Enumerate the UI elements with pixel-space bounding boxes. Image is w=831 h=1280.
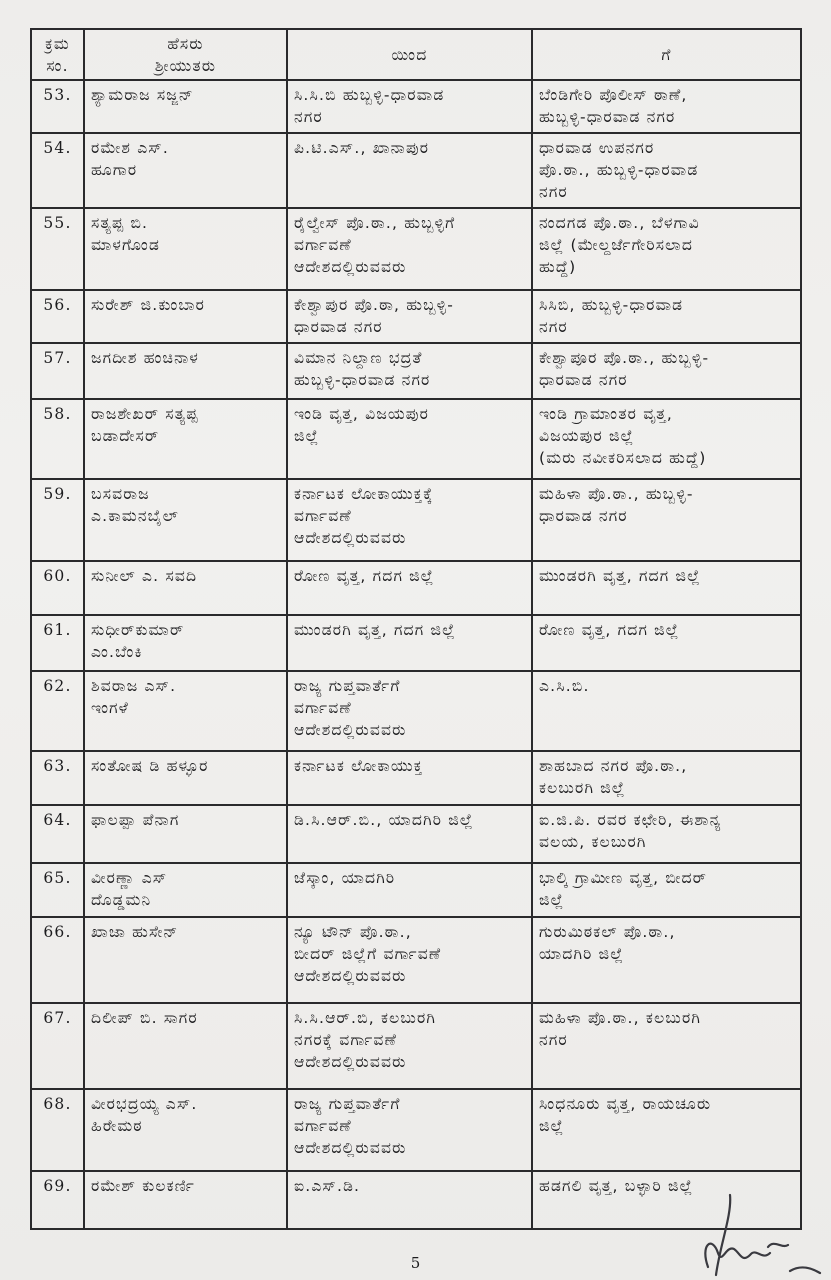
to-line: ನಗರ xyxy=(539,318,568,336)
transfer-to xyxy=(532,561,801,615)
name-line: ಇಂಗಳೆ xyxy=(91,699,129,717)
name-line: ಸತ್ಯಪ್ಪ ಬಿ. xyxy=(91,214,149,232)
transfer-from xyxy=(287,751,532,805)
header-name-line1: ಹೆಸರು xyxy=(167,34,204,53)
table-row xyxy=(31,290,801,343)
to-line: ವಿಜಯಪುರ ಜಿಲ್ಲೆ xyxy=(539,427,635,445)
serial-number: 54. xyxy=(31,133,84,208)
table-header-row xyxy=(31,29,801,80)
from-line: ಜೆಸ್ಕಾಂ, ಯಾದಗಿರಿ xyxy=(294,869,396,887)
transfer-to xyxy=(532,1003,801,1089)
from-line: ಆದೇಶದಲ್ಲಿರುವವರು xyxy=(294,1053,407,1071)
from-line: ರೈಲ್ವೇಸ್ ಪೊ.ಠಾ., ಹುಬ್ಬಳ್ಳಿಗೆ xyxy=(294,214,456,232)
to-line: ಗುರುಮಿಠಕಲ್ ಪೊ.ಠಾ., xyxy=(539,923,676,941)
from-line: ಕರ್ನಾಟಕ ಲೋಕಾಯುಕ್ತಕ್ಕೆ xyxy=(294,485,434,503)
table-row xyxy=(31,615,801,671)
serial-number: 62. xyxy=(31,671,84,751)
serial-number: 53. xyxy=(31,80,84,133)
name-line: ಸುರೇಶ್ ಜಿ.ಕುಂಬಾರ xyxy=(91,296,206,314)
name-line: ಸುಧೀರ್‌ಕುಮಾರ್ xyxy=(91,621,185,639)
name-line: ಎಂ.ಬೆಂಕಿ xyxy=(91,643,143,661)
name-line: ರಾಜಶೇಖರ್ ಸತ್ಯಪ್ಪ xyxy=(91,405,199,423)
to-line: ಸಿಂಧನೂರು ವೃತ್ತ, ರಾಯಚೂರು xyxy=(539,1095,712,1113)
officer-name xyxy=(84,671,287,751)
serial-number: 59. xyxy=(31,479,84,561)
name-line: ಎ.ಕಾಮನಬೈಲ್ xyxy=(91,507,179,525)
from-line: ರಾಜ್ಯ ಗುಪ್ತವಾರ್ತೆಗೆ xyxy=(294,677,401,695)
header-name xyxy=(84,29,287,80)
to-line: ಹಡಗಲಿ ವೃತ್ತ, ಬಳ್ಳಾರಿ ಜಿಲ್ಲೆ xyxy=(539,1177,694,1195)
transfer-to xyxy=(532,479,801,561)
header-from: ಯಿಂದ xyxy=(287,29,532,80)
transfer-from xyxy=(287,1171,532,1229)
to-line: ಬೆಂಡಿಗೇರಿ ಪೊಲೀಸ್ ಠಾಣೆ, xyxy=(539,86,688,104)
serial-number: 65. xyxy=(31,863,84,917)
page-number: 5 xyxy=(410,1254,421,1272)
from-line: ರೋಣ ವೃತ್ತ, ಗದಗ ಜಿಲ್ಲೆ xyxy=(294,567,435,585)
transfer-to xyxy=(532,671,801,751)
officer-name xyxy=(84,751,287,805)
from-line: ಬೀದರ್ ಜಿಲ್ಲೆಗೆ ವರ್ಗಾವಣೆ xyxy=(294,945,442,963)
officer-name xyxy=(84,863,287,917)
from-line: ಸಿ.ಸಿ.ಬಿ ಹುಬ್ಬಳ್ಳಿ-ಧಾರವಾಡ xyxy=(294,86,445,104)
from-line: ಸಿ.ಸಿ.ಆರ್.ಬಿ, ಕಲಬುರಗಿ xyxy=(294,1009,437,1027)
name-line: ಫಾಲಪ್ಪಾ ಪೆನಾಗ xyxy=(91,811,180,829)
to-line: ನಗರ xyxy=(539,183,568,201)
serial-number: 56. xyxy=(31,290,84,343)
name-line: ವೀರಣ್ಣಾ ಎಸ್ xyxy=(91,869,168,887)
officer-name xyxy=(84,1089,287,1171)
transfer-to xyxy=(532,751,801,805)
from-line: ವರ್ಗಾವಣೆ xyxy=(294,699,352,717)
from-line: ವರ್ಗಾವಣೆ xyxy=(294,507,352,525)
officer-name xyxy=(84,615,287,671)
transfer-to xyxy=(532,863,801,917)
name-line: ಹಿರೇಮಠ xyxy=(91,1117,143,1135)
to-line: ಧಾರವಾಡ ನಗರ xyxy=(539,371,628,389)
to-line: ಯಾದಗಿರಿ ಜಿಲ್ಲೆ xyxy=(539,945,624,963)
to-line: ಪೊ.ಠಾ., ಹುಬ್ಬಳ್ಳಿ-ಧಾರವಾಡ xyxy=(539,161,699,179)
name-line: ಬಡಾದೇಸರ್ xyxy=(91,427,160,445)
to-line: (ಮರು ನವೀಕರಿಸಲಾದ ಹುದ್ದೆ) xyxy=(539,449,707,467)
serial-number: 58. xyxy=(31,399,84,479)
officer-name xyxy=(84,1171,287,1229)
from-line: ಡಿ.ಸಿ.ಆರ್.ಬಿ., ಯಾದಗಿರಿ ಜಿಲ್ಲೆ xyxy=(294,811,474,829)
name-line: ಸಂತೋಷ ಡಿ ಹಳ್ಳೂರ xyxy=(91,757,209,775)
to-line: ಮಹಿಳಾ ಪೊ.ಠಾ., ಕಲಬುರಗಿ xyxy=(539,1009,702,1027)
table-row xyxy=(31,1003,801,1089)
transfer-to xyxy=(532,399,801,479)
name-line: ಹೂಗಾರ xyxy=(91,161,138,179)
to-line: ರೋಣ ವೃತ್ತ, ಗದಗ ಜಿಲ್ಲೆ xyxy=(539,621,680,639)
from-line: ವರ್ಗಾವಣೆ xyxy=(294,1117,352,1135)
transfer-to xyxy=(532,343,801,399)
serial-number: 68. xyxy=(31,1089,84,1171)
transfer-to xyxy=(532,917,801,1003)
table-row xyxy=(31,479,801,561)
name-line: ಬಸವರಾಜ xyxy=(91,485,150,503)
transfer-from xyxy=(287,615,532,671)
to-line: ಜಿಲ್ಲೆ xyxy=(539,891,565,909)
name-line: ಜಗದೀಶ ಹಂಚಿನಾಳ xyxy=(91,349,200,367)
officer-name xyxy=(84,80,287,133)
header-to: ಗೆ xyxy=(532,29,801,80)
from-line: ಮುಂಡರಗಿ ವೃತ್ತ, ಗದಗ ಜಿಲ್ಲೆ xyxy=(294,621,456,639)
to-line: ನಗರ xyxy=(539,1031,568,1049)
officer-name xyxy=(84,561,287,615)
transfer-from xyxy=(287,561,532,615)
transfer-from xyxy=(287,343,532,399)
from-line: ಆದೇಶದಲ್ಲಿರುವವರು xyxy=(294,1139,407,1157)
transfer-to xyxy=(532,133,801,208)
to-line: ಭಾಲ್ಕಿ ಗ್ರಾಮೀಣ ವೃತ್ತ, ಬೀದರ್ xyxy=(539,869,708,887)
from-line: ಇಂಡಿ ವೃತ್ತ, ವಿಜಯಪುರ xyxy=(294,405,430,423)
transfer-from xyxy=(287,133,532,208)
transfer-from xyxy=(287,671,532,751)
table-row xyxy=(31,805,801,863)
name-line: ದಿಲೀಪ್ ಬಿ. ಸಾಗರ xyxy=(91,1009,198,1027)
transfer-to xyxy=(532,805,801,863)
table-row xyxy=(31,751,801,805)
transfer-to xyxy=(532,208,801,290)
name-line: ಖಾಜಾ ಹುಸೇನ್ xyxy=(91,923,179,941)
to-line: ಜಿಲ್ಲೆ xyxy=(539,1117,565,1135)
table-row xyxy=(31,561,801,615)
transfer-from xyxy=(287,208,532,290)
table-row xyxy=(31,133,801,208)
to-line: ಶಾಹಬಾದ ನಗರ ಪೊ.ಠಾ., xyxy=(539,757,688,775)
table-row xyxy=(31,1171,801,1229)
transfer-from xyxy=(287,1089,532,1171)
to-line: ಧಾರವಾಡ ಉಪನಗರ xyxy=(539,139,655,157)
serial-number: 55. xyxy=(31,208,84,290)
table-row xyxy=(31,399,801,479)
header-name-line2: ಶ್ರೀಯುತರು xyxy=(154,56,217,75)
name-line: ಮಾಳಗೊಂಡ xyxy=(91,236,161,254)
serial-number: 67. xyxy=(31,1003,84,1089)
transfer-from xyxy=(287,290,532,343)
officer-name xyxy=(84,479,287,561)
header-serial-line1: ಕ್ರಮ xyxy=(45,34,70,53)
name-line: ಶ್ಯಾಮರಾಜ ಸಜ್ಜನ್ xyxy=(91,86,194,104)
to-line: ವಲಯ, ಕಲಬುರಗಿ xyxy=(539,833,647,851)
table-row xyxy=(31,863,801,917)
to-line: ಕೇಶ್ವಾಪೂರ ಪೊ.ಠಾ., ಹುಬ್ಬಳ್ಳಿ- xyxy=(539,349,710,367)
from-line: ಐ.ಎಸ್.ಡಿ. xyxy=(294,1177,361,1195)
to-line: ಧಾರವಾಡ ನಗರ xyxy=(539,507,628,525)
from-line: ಕರ್ನಾಟಕ ಲೋಕಾಯುಕ್ತ xyxy=(294,757,424,775)
serial-number: 66. xyxy=(31,917,84,1003)
from-line: ಪಿ.ಟಿ.ಎಸ್., ಖಾನಾಪುರ xyxy=(294,139,430,157)
table-row xyxy=(31,917,801,1003)
officer-name xyxy=(84,343,287,399)
transfer-from xyxy=(287,399,532,479)
serial-number: 64. xyxy=(31,805,84,863)
from-line: ಕೇಶ್ವಾಪುರ ಪೊ.ಠಾ, ಹುಬ್ಬಳ್ಳಿ- xyxy=(294,296,455,314)
officer-name xyxy=(84,805,287,863)
serial-number: 63. xyxy=(31,751,84,805)
to-line: ಜಿಲ್ಲೆ (ಮೇಲ್ದರ್ಜೆಗೇರಿಸಲಾದ xyxy=(539,236,694,254)
header-serial xyxy=(31,29,84,80)
to-line: ಕಲಬುರಗಿ ಜಿಲ್ಲೆ xyxy=(539,779,626,797)
from-line: ವಿಮಾನ ನಿಲ್ದಾಣ ಭದ್ರತೆ xyxy=(294,349,423,367)
officer-name xyxy=(84,133,287,208)
table-row xyxy=(31,1089,801,1171)
to-line: ಮುಂಡರಗಿ ವೃತ್ತ, ಗದಗ ಜಿಲ್ಲೆ xyxy=(539,567,701,585)
header-serial-line2: ಸಂ. xyxy=(46,56,69,75)
serial-number: 57. xyxy=(31,343,84,399)
name-line: ರಮೇಶ್ ಕುಲಕರ್ಣಿ xyxy=(91,1177,195,1195)
from-line: ಹುಬ್ಬಳ್ಳಿ-ಧಾರವಾಡ ನಗರ xyxy=(294,371,431,389)
transfer-from xyxy=(287,917,532,1003)
to-line: ಇಂಡಿ ಗ್ರಾಮಾಂತರ ವೃತ್ತ, xyxy=(539,405,674,423)
to-line: ಹುಬ್ಬಳ್ಳಿ-ಧಾರವಾಡ ನಗರ xyxy=(539,108,676,126)
to-line: ಮಹಿಳಾ ಪೊ.ಠಾ., ಹುಬ್ಬಳ್ಳಿ- xyxy=(539,485,694,503)
serial-number: 69. xyxy=(31,1171,84,1229)
to-line: ಎ.ಸಿ.ಬಿ. xyxy=(539,677,590,695)
from-line: ಜಿಲ್ಲೆ xyxy=(294,427,320,445)
from-line: ಆದೇಶದಲ್ಲಿರುವವರು xyxy=(294,529,407,547)
transfer-table xyxy=(30,28,802,1230)
from-line: ನಗರ xyxy=(294,108,323,126)
table-row xyxy=(31,343,801,399)
officer-name xyxy=(84,1003,287,1089)
table-row xyxy=(31,671,801,751)
name-line: ಸುನೀಲ್ ಎ. ಸವದಿ xyxy=(91,567,198,585)
officer-name xyxy=(84,208,287,290)
name-line: ರಮೇಶ ಎಸ್. xyxy=(91,139,169,157)
from-line: ವರ್ಗಾವಣೆ xyxy=(294,236,352,254)
transfer-to xyxy=(532,80,801,133)
transfer-from xyxy=(287,479,532,561)
transfer-from xyxy=(287,863,532,917)
name-line: ಶಿವರಾಜ ಎಸ್. xyxy=(91,677,177,695)
serial-number: 61. xyxy=(31,615,84,671)
from-line: ಆದೇಶದಲ್ಲಿರುವವರು xyxy=(294,258,407,276)
transfer-from xyxy=(287,805,532,863)
officer-name xyxy=(84,290,287,343)
table-row xyxy=(31,208,801,290)
transfer-from xyxy=(287,80,532,133)
transfer-to xyxy=(532,290,801,343)
name-line: ವೀರಭದ್ರಯ್ಯ ಎಸ್. xyxy=(91,1095,198,1113)
name-line: ದೊಡ್ಡಮನಿ xyxy=(91,891,152,909)
to-line: ಐ.ಜಿ.ಪಿ. ರವರ ಕಛೇರಿ, ಈಶಾನ್ಯ xyxy=(539,811,722,829)
from-line: ನ್ಯೂ ಟೌನ್ ಪೊ.ಠಾ., xyxy=(294,923,412,941)
to-line: ಹುದ್ದೆ) xyxy=(539,258,577,276)
to-line: ಸಿಸಿಬಿ, ಹುಬ್ಬಳ್ಳಿ-ಧಾರವಾಡ xyxy=(539,296,684,314)
from-line: ರಾಜ್ಯ ಗುಪ್ತವಾರ್ತೆಗೆ xyxy=(294,1095,401,1113)
transfer-to xyxy=(532,615,801,671)
officer-name xyxy=(84,399,287,479)
officer-name xyxy=(84,917,287,1003)
table-row xyxy=(31,80,801,133)
from-line: ಆದೇಶದಲ್ಲಿರುವವರು xyxy=(294,721,407,739)
from-line: ನಗರಕ್ಕೆ ವರ್ಗಾವಣೆ xyxy=(294,1031,398,1049)
to-line: ನಂದಗಡ ಪೊ.ಠಾ., ಬೆಳಗಾವಿ xyxy=(539,214,700,232)
serial-number: 60. xyxy=(31,561,84,615)
from-line: ಧಾರವಾಡ ನಗರ xyxy=(294,318,383,336)
transfer-to xyxy=(532,1089,801,1171)
from-line: ಆದೇಶದಲ್ಲಿರುವವರು xyxy=(294,967,407,985)
transfer-from xyxy=(287,1003,532,1089)
